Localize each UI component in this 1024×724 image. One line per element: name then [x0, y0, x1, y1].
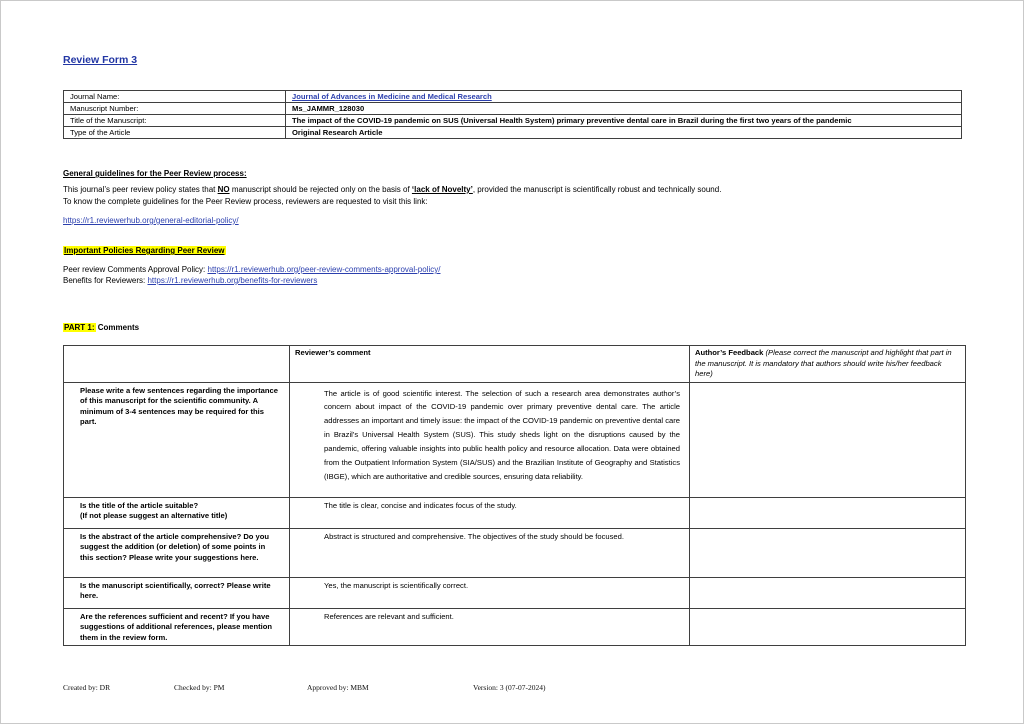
policies-heading: Important Policies Regarding Peer Review: [64, 246, 225, 255]
reviewer-comment-cell: The title is clear, concise and indicates focus of the study.: [290, 497, 690, 528]
part1-label: Comments: [95, 323, 140, 332]
author-feedback-cell: [690, 528, 966, 577]
question-cell: Is the manuscript scientifically, correct? Please write here.: [64, 577, 290, 608]
question-cell: [64, 497, 290, 528]
question-cell: Please write a few sentences regarding the importance of this manuscript for the scientific community. A minimum of 3-4 sentences may be required for this part.: [64, 382, 290, 497]
journal-name-row: [64, 91, 962, 103]
guidelines-text: , provided the manuscript is scientifically robust and technically sound.: [472, 185, 722, 194]
article-type-value: Original Research Article: [286, 127, 962, 139]
reviewer-comment-cell: Abstract is structured and comprehensive. The objectives of the study should be focused.: [290, 528, 690, 577]
reviewer-comment-header: Reviewer’s comment: [290, 346, 690, 383]
policy-links-block: [63, 264, 440, 286]
author-feedback-cell: [690, 577, 966, 608]
manuscript-title-row: [64, 115, 962, 127]
footer-checked-by: Checked by: PM: [174, 683, 225, 692]
author-feedback-cell: [690, 497, 966, 528]
part1-highlight: PART 1:: [64, 323, 95, 332]
manuscript-title-value: The impact of the COVID-19 pandemic on SUS (Universal Health System) primary preventive dental care in Brazil during the first two years of the pandemic: [286, 115, 962, 127]
author-feedback-note: (Please correct the manuscript and highlight that part in the manuscript. It is mandatory that authors should write his/her feedback here): [695, 348, 952, 378]
reviewer-comment-cell: Yes, the manuscript is scientifically correct.: [290, 577, 690, 608]
guidelines-line1: [63, 184, 953, 196]
manuscript-info-table: [63, 90, 962, 139]
guidelines-text: manuscript should be rejected only on the basis of: [229, 185, 412, 194]
comments-header-row: [64, 346, 966, 383]
question-cell: Is the abstract of the article comprehensive? Do you suggest the addition (or deletion) of some points in this section? Please write your suggestions here.: [64, 528, 290, 577]
table-row-references: [64, 608, 966, 646]
table-row-title-suitable: [64, 497, 966, 528]
footer-created-by: Created by: DR: [63, 683, 111, 692]
manuscript-number-label: Manuscript Number:: [64, 103, 286, 115]
approval-policy-label: Peer review Comments Approval Policy:: [63, 265, 208, 274]
footer-approved-by: Approved by: MBM: [307, 683, 369, 692]
question-cell: Are the references sufficient and recent? If you have suggestions of additional references, please mention them in the review form.: [64, 608, 290, 646]
guidelines-heading: General guidelines for the Peer Review process:: [63, 169, 247, 178]
benefits-label: Benefits for Reviewers:: [63, 276, 148, 285]
article-type-label: Type of the Article: [64, 127, 286, 139]
question-line: (If not please suggest an alternative title): [80, 511, 228, 520]
approval-policy-link[interactable]: https://r1.reviewerhub.org/peer-review-comments-approval-policy/: [207, 265, 441, 274]
table-row-importance: [64, 382, 966, 497]
empty-header-cell: [64, 346, 290, 383]
benefits-line: [63, 275, 440, 286]
author-feedback-header: [690, 346, 966, 383]
footer-version: Version: 3 (07-07-2024): [473, 683, 546, 692]
guidelines-line2: To know the complete guidelines for the Peer Review process, reviewers are requested to visit this link:: [63, 197, 428, 206]
reviewer-comment-cell: The article is of good scientific interest. The selection of such a research area demonstrates author’s concern about impact of the COVID-19 pandemic over primary preventive dental care. The article addresses an important and timely issue: the impact of the COVID-19 pandemic on preventive dental care in Brazil’s Universal Health System (SUS). This study sheds light on the disruptions caused by the pandemic, offering valuable insights into public health policy and resource allocation. Data were obtained from the Outpatient Information System (SIA/SUS) and the Brazilian Institute of Geography and Statistics (IBGE), which are authoritative and credible sources, ensuring data reliability.: [290, 382, 690, 497]
manuscript-number-row: [64, 103, 962, 115]
lack-of-novelty-emphasis: ‘lack of Novelty’: [411, 185, 473, 194]
article-type-row: [64, 127, 962, 139]
table-row-abstract: [64, 528, 966, 577]
journal-name-label: Journal Name:: [64, 91, 286, 103]
reviewer-comment-cell: References are relevant and sufficient.: [290, 608, 690, 646]
general-editorial-policy-link[interactable]: https://r1.reviewerhub.org/general-editorial-policy/: [63, 216, 239, 225]
no-emphasis: NO: [217, 185, 230, 194]
journal-link[interactable]: Journal of Advances in Medicine and Medical Research: [292, 92, 492, 101]
table-row-scientifically-correct: [64, 577, 966, 608]
guidelines-text: This journal’s peer review policy states that: [63, 185, 218, 194]
journal-name-value: [286, 91, 962, 103]
approval-policy-line: [63, 264, 440, 275]
author-feedback-cell: [690, 382, 966, 497]
part1-heading: [63, 323, 139, 332]
question-line: Is the title of the article suitable?: [80, 500, 199, 510]
benefits-link[interactable]: https://r1.reviewerhub.org/benefits-for-reviewers: [147, 276, 318, 285]
manuscript-title-label: Title of the Manuscript:: [64, 115, 286, 127]
comments-table: [63, 345, 966, 646]
author-feedback-title: Author’s Feedback: [695, 348, 764, 357]
page-title: Review Form 3: [63, 54, 138, 66]
manuscript-number-value: Ms_JAMMR_128030: [286, 103, 962, 115]
guidelines-paragraph: [63, 184, 953, 208]
author-feedback-cell: [690, 608, 966, 646]
